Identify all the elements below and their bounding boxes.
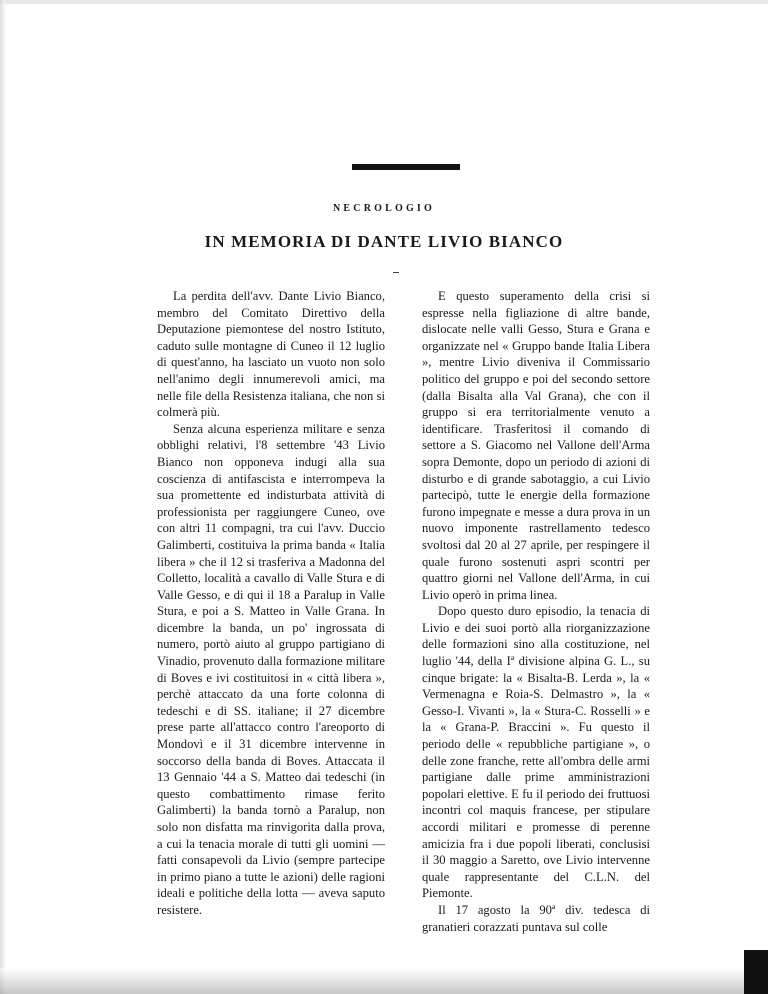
text-column-right bbox=[422, 288, 650, 935]
text-column-left bbox=[157, 288, 385, 919]
scan-edge-left bbox=[0, 0, 6, 994]
scan-edge-top bbox=[0, 0, 768, 4]
scan-edge-bottom bbox=[0, 968, 768, 994]
paragraph: Senza alcuna esperienza militare e senza obblighi relativi, l'8 settembre '43 Livio Bianco non opponeva indugi alla sua coscienza di antifascista e interrompeva la sua promettente ed indisturbata attività di professionista per raggiungere Cuneo, ove con altri 11 compagni, tra cui l'avv. Duccio Galimberti, costituiva la prima banda « Italia libera » che il 12 si trasferiva a Madonna del Colletto, località a cavallo di Valle Stura e di Valle Gesso, e di qui il 18 a Paralup in Valle Stura, e poi a S. Matteo in Valle Grana. In dicembre la banda, un po' ingrossata di numero, portò aiuto al gruppo partigiano di Vinadio, provenuto dalla formazione militare di Boves e ivi costituitosi in « città libera », perchè attaccato da una forte colonna di tedeschi e di SS. italiane; il 27 dicembre prese parte all'attacco contro l'areoporto di Mondovì e il 31 dicembre intervenne in soccorso della banda di Boves. Attaccata il 13 Gennaio '44 a S. Matteo dai tedeschi (in questo combattimento rimase ferito Galimberti) la banda tornò a Paralup, non solo non disfatta ma rinvigorita dalla prova, a cui la tenacia morale di tutti gli uomini — fatti consapevoli da Livio (sempre partecipe in primo piano a tutte le azioni) delle ragioni ideali e politiche della lotta — aveva saputo resistere. bbox=[157, 421, 385, 917]
paragraph: La perdita dell'avv. Dante Livio Bianco, membro del Comitato Direttivo della Deputazione piemontese del nostro Istituto, caduto sulle montagne di Cuneo il 12 luglio di quest'anno, ha lasciato un vuoto non solo nell'animo degli innumerevoli amici, ma nelle file della Resistenza italiana, che non si colmerà più. bbox=[157, 289, 385, 420]
section-label: NECROLOGIO bbox=[332, 203, 435, 214]
article-title: IN MEMORIA DI DANTE LIVIO BIANCO bbox=[204, 232, 564, 251]
paragraph: Il 17 agosto la 90ª div. tedesca di granatieri corazzati puntava sul colle bbox=[422, 902, 650, 934]
title-dash bbox=[393, 272, 399, 273]
paragraph: E questo superamento della crisi si espresse nella figliazione di altre bande, dislocate nelle valli Gesso, Stura e Grana e organizzate nel « Gruppo bande Italia Libera », mentre Livio diveniva il Commissario politico del gruppo e poi del secondo settore (dalla Bisalta alla Val Grana), che con il gruppo si era territorialmente venuto a identificare. Trasferitosi il comando di settore a S. Giacomo nel Vallone dell'Arma sopra Demonte, dopo un periodo di azioni di disturbo e di grande sabotaggio, a cui Livio partecipò, tutte le energie della formazione furono impegnate e messe a dura prova in un nuovo imponente rastrellamento tedesco svoltosi dal 20 al 27 aprile, per respingere il quale furono sostenuti aspri scontri per quattro giorni nel Vallone dell'Arma, in cui Livio operò in prima linea. bbox=[422, 289, 650, 602]
section-rule bbox=[352, 164, 460, 170]
scan-edge-corner bbox=[744, 950, 768, 994]
paragraph: Dopo questo duro episodio, la tenacia di Livio e dei suoi portò alla riorganizzazione delle formazioni sino alla costituzione, nel luglio '44, della Iª divisione alpina G. L., su cinque brigate: la « Bisalta-B. Lerda », la « Vermenagna e Roia-S. Delmastro », la « Gesso-I. Vivanti », la « Stura-C. Rosselli » e la « Grana-P. Braccini ». Fu questo il periodo delle « repubbliche partigiane », o delle zone franche, rette all'ombra delle armi partigiane dalle prime amministrazioni popolari elettive. E fu il periodo dei fruttuosi incontri col maquis francese, per stipulare accordi militari e promesse di perenne amicizia fra i due popoli liberati, conclusisi il 30 maggio a Saretto, ove Livio intervenne quale rappresentante del C.L.N. del Piemonte. bbox=[422, 604, 650, 901]
